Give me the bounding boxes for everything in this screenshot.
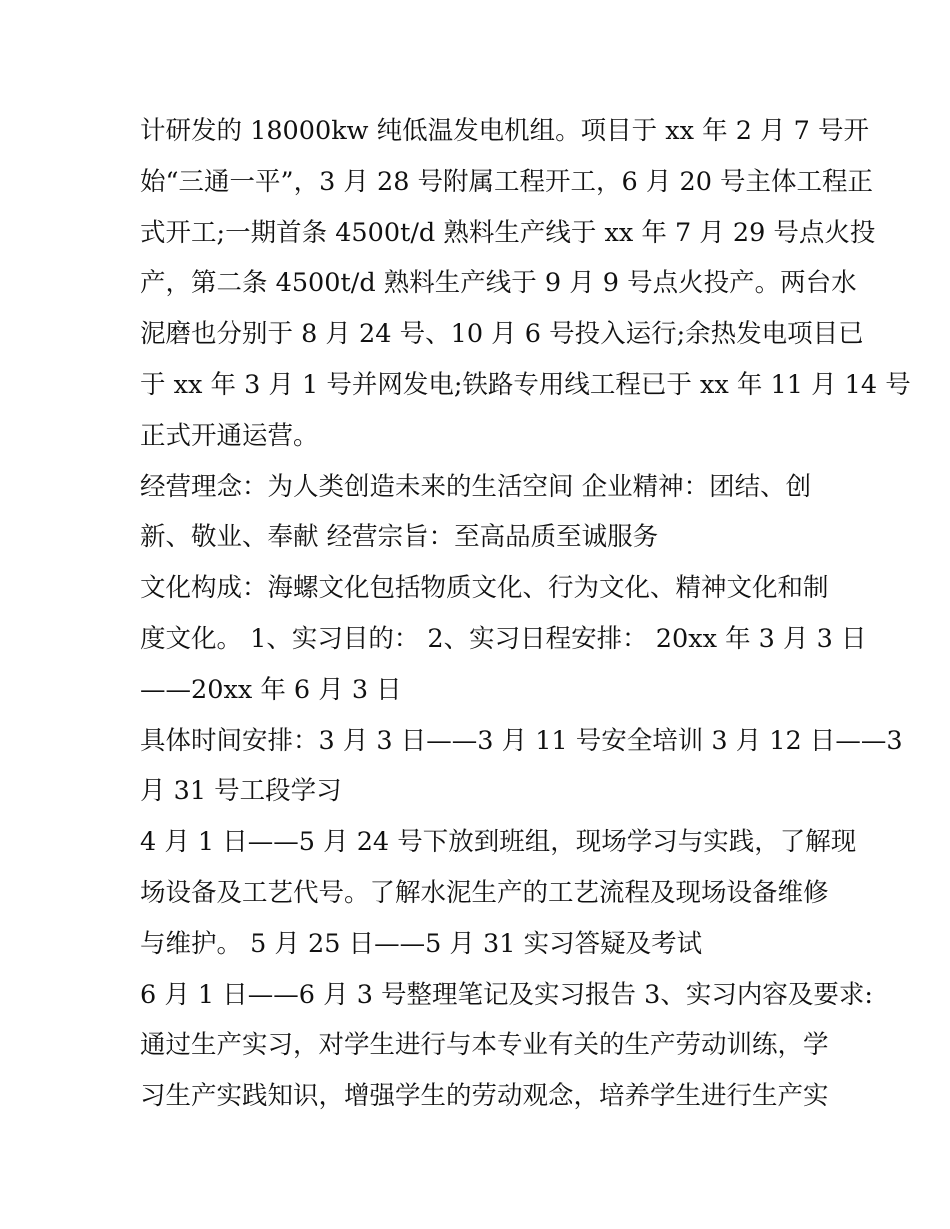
text-line: 经营理念：为人类创造未来的生活空间 企业精神：团结、创 — [140, 471, 812, 502]
text-line: 产，第二条 4500t/d 熟料生产线于 9 月 9 号点火投产。两台水 — [140, 268, 857, 299]
text-line: 新、敬业、奉献 经营宗旨：至高品质至诚服务 — [140, 522, 659, 553]
text-line: ——20xx 年 6 月 3 日 — [140, 674, 402, 705]
text-line: 4 月 1 日——5 月 24 号下放到班组，现场学习与实践，了解现 — [140, 827, 857, 858]
text-line: 具体时间安排：3 月 3 日——3 月 11 号安全培训 3 月 12 日——3 — [140, 725, 903, 756]
text-line: 习生产实践知识，增强学生的劳动观念，培养学生进行生产实 — [140, 1081, 829, 1112]
text-line: 月 31 号工段学习 — [140, 776, 342, 807]
text-line: 文化构成：海螺文化包括物质文化、行为文化、精神文化和制 — [140, 573, 829, 604]
text-line: 式开工;一期首条 4500t/d 熟料生产线于 xx 年 7 月 29 号点火投 — [140, 217, 876, 248]
text-line: 6 月 1 日——6 月 3 号整理笔记及实习报告 3、实习内容及要求: — [140, 979, 873, 1010]
body-text — [140, 106, 911, 1122]
text-line: 正式开通运营。 — [140, 420, 319, 451]
text-line: 通过生产实习，对学生进行与本专业有关的生产劳动训练，学 — [140, 1030, 829, 1061]
text-line: 计研发的 18000kw 纯低温发电机组。项目于 xx 年 2 月 7 号开 — [140, 116, 869, 146]
text-line: 场设备及工艺代号。了解水泥生产的工艺流程及现场设备维修 — [140, 877, 829, 908]
text-line: 始“三通一平”，3 月 28 号附属工程开工，6 月 20 号主体工程正 — [140, 166, 874, 197]
text-line: 泥磨也分别于 8 月 24 号、10 月 6 号投入运行;余热发电项目已 — [140, 319, 864, 350]
text-line: 度文化。 1、实习目的： 2、实习日程安排： 20xx 年 3 月 3 日 — [140, 623, 867, 654]
text-line: 于 xx 年 3 月 1 号并网发电;铁路专用线工程已于 xx 年 11 月 14 号 — [140, 369, 911, 400]
text-line: 与维护。 5 月 25 日——5 月 31 实习答疑及考试 — [140, 928, 703, 959]
